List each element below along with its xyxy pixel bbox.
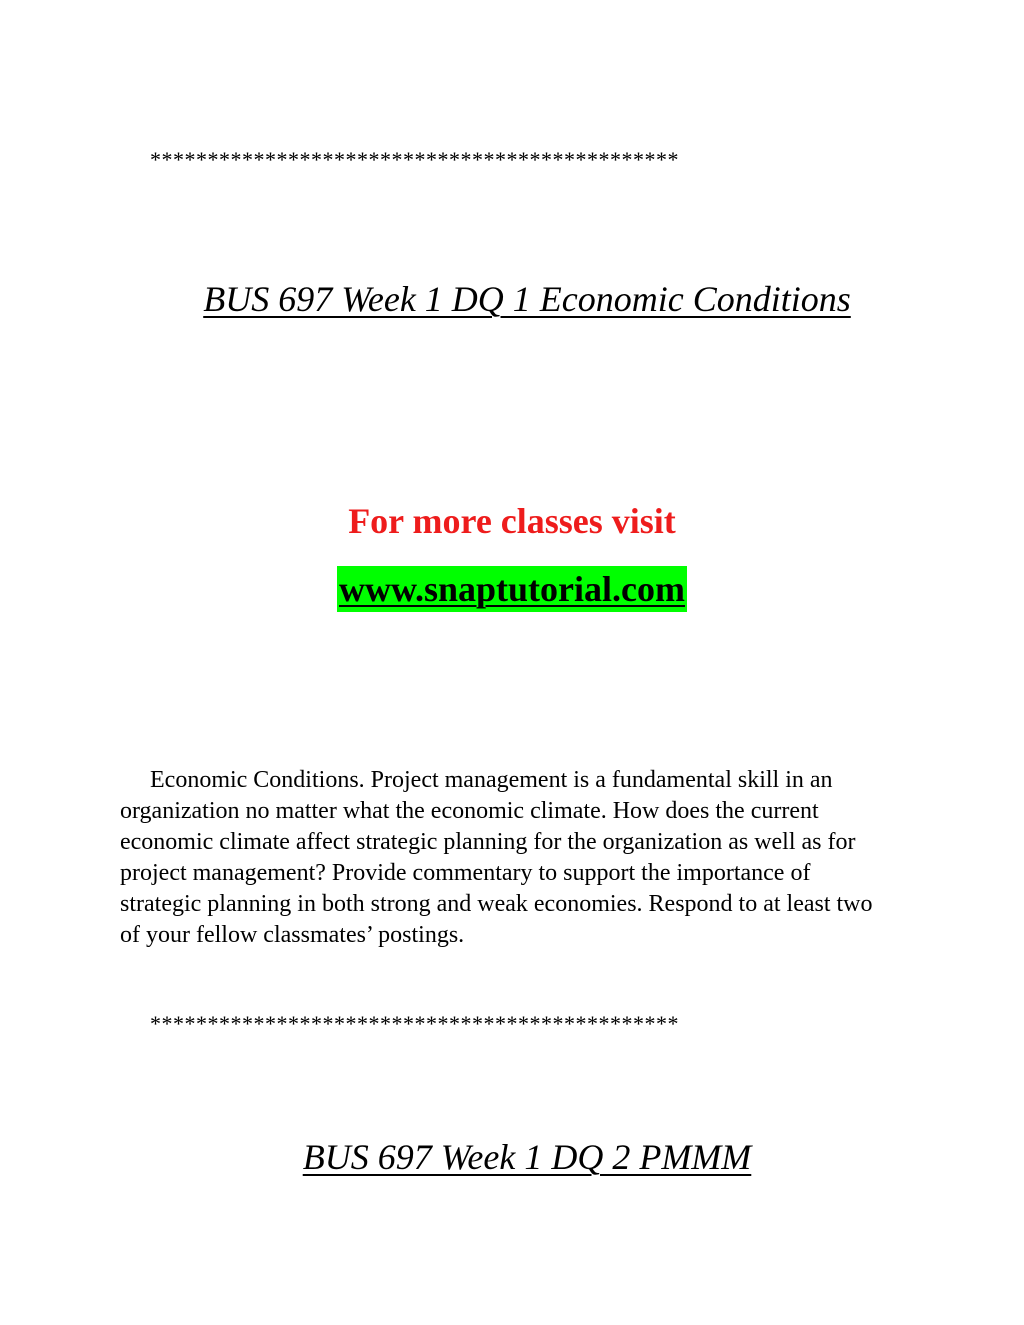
promo-link-container — [0, 566, 1024, 614]
separator-top: ********************************************** — [150, 147, 679, 172]
section-heading-dq1: BUS 697 Week 1 DQ 1 Economic Conditions — [203, 279, 851, 319]
body-paragraph: Economic Conditions. Project management is a fundamental skill in an organization no matter what the economic climate. How does the current economic climate affect strategic planning for the organization as well as for project management? Provide commentary to support the importance of strategic planning in both strong and weak economies. Respond to at least two of your fellow classmates’ postings. — [120, 767, 873, 948]
promo-text: For more classes visit — [348, 501, 676, 541]
promo-link[interactable]: www.snaptutorial.com — [337, 566, 687, 612]
section-heading-dq2: BUS 697 Week 1 DQ 2 PMMM — [302, 1137, 752, 1177]
separator-bottom: ********************************************** — [150, 1011, 679, 1036]
